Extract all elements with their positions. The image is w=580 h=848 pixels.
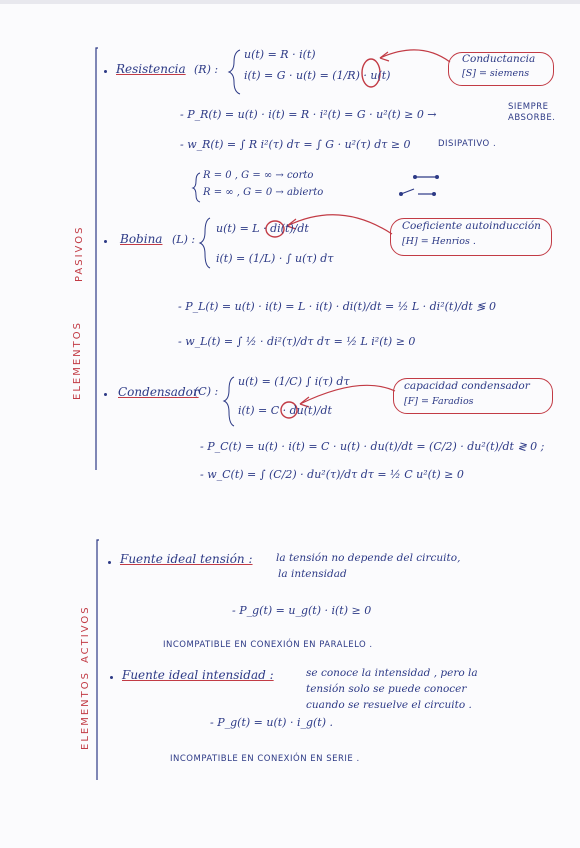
side-label-activos: ACTIVOS — [80, 605, 91, 663]
fuente-tension-desc2: la intensidad — [278, 568, 347, 580]
bullet — [110, 676, 113, 679]
resistencia-power-note2: ABSORBE. — [508, 113, 556, 123]
bullet — [108, 561, 111, 564]
fuente-intensidad-desc1: se conoce la intensidad , pero la — [306, 667, 478, 679]
resistencia-note-line2: [S] = siemens — [462, 68, 530, 79]
resistencia-energy: - w_R(t) = ∫ R i²(τ) dτ = ∫ G · u²(τ) dτ ≥ 0 — [180, 138, 411, 151]
condensador-eq1: u(t) = (1/C) ∫ i(τ) dτ — [238, 375, 350, 388]
resistencia-case1: R = 0 , G = ∞ → corto — [203, 170, 314, 181]
condensador-note-line2: [F] = Faradios — [404, 396, 474, 407]
fuente-intensidad-desc3: cuando se resuelve el circuito . — [306, 699, 472, 711]
resistencia-eq1: u(t) = R · i(t) — [244, 48, 316, 61]
condensador-power: - P_C(t) = u(t) · i(t) = C · u(t) · du(t)/dt = (C/2) · du²(t)/dt ≷ 0 ; — [200, 440, 545, 453]
fuente-intensidad-power: - P_g(t) = u(t) · i_g(t) . — [210, 716, 334, 729]
resistencia-power-note1: SIEMPRE — [508, 102, 549, 112]
side-label-pasivos: PASIVOS — [74, 225, 85, 282]
fuente-tension-desc1: la tensión no depende del circuito, — [276, 552, 461, 564]
resistencia-note-line1: Conductancia — [462, 53, 536, 65]
bobina-power: - P_L(t) = u(t) · i(t) = L · i(t) · di(t)/dt = ½ L · di²(t)/dt ≶ 0 — [178, 300, 496, 313]
fuente-tension-power: - P_g(t) = u_g(t) · i(t) ≥ 0 — [232, 604, 372, 617]
bobina-symbol: (L) : — [172, 233, 196, 246]
side-label-elementos-pasivos: ELEMENTOS — [72, 321, 83, 400]
condensador-note-line1: capacidad condensador — [404, 380, 530, 392]
bullet — [104, 240, 107, 243]
bobina-note-line2: [H] = Henrios . — [402, 236, 476, 247]
fuente-tension-title: Fuente ideal tensión : — [120, 552, 253, 566]
fuente-tension-note: INCOMPATIBLE EN CONEXIÓN EN PARALELO . — [163, 640, 373, 650]
condensador-energy: - w_C(t) = ∫ (C/2) · du²(τ)/dτ dτ = ½ C u²(t) ≥ 0 — [200, 468, 464, 481]
bobina-title: Bobina — [120, 232, 163, 246]
condensador-symbol: (C) : — [194, 385, 219, 398]
fuente-intensidad-note: INCOMPATIBLE EN CONEXIÓN EN SERIE . — [170, 754, 360, 764]
fuente-intensidad-title: Fuente ideal intensidad : — [122, 668, 274, 682]
bobina-eq1: u(t) = L · di(t)/dt — [216, 222, 309, 235]
fuente-intensidad-desc2: tensión solo se puede conocer — [306, 683, 467, 695]
resistencia-power: - P_R(t) = u(t) · i(t) = R · i²(t) = G · u²(t) ≥ 0 → — [180, 108, 437, 121]
bullet — [104, 393, 107, 396]
resistencia-energy-note: DISIPATIVO . — [438, 139, 497, 149]
resistencia-case2: R = ∞ , G = 0 → abierto — [203, 187, 324, 198]
resistencia-symbol: (R) : — [194, 63, 219, 76]
resistencia-eq2: i(t) = G · u(t) = (1/R) · u(t) — [244, 69, 391, 82]
bobina-eq2: i(t) = (1/L) · ∫ u(τ) dτ — [216, 252, 334, 265]
condensador-title: Condensador — [118, 385, 199, 399]
resistencia-title: Resistencia — [116, 62, 186, 76]
side-label-elementos-activos: ELEMENTOS — [80, 671, 91, 750]
bobina-note-line1: Coeficiente autoinducción — [402, 220, 541, 232]
bullet — [104, 70, 107, 73]
bobina-energy: - w_L(t) = ∫ ½ · di²(τ)/dτ dτ = ½ L i²(t) ≥ 0 — [178, 335, 416, 348]
condensador-eq2: i(t) = C · du(t)/dt — [238, 404, 332, 417]
